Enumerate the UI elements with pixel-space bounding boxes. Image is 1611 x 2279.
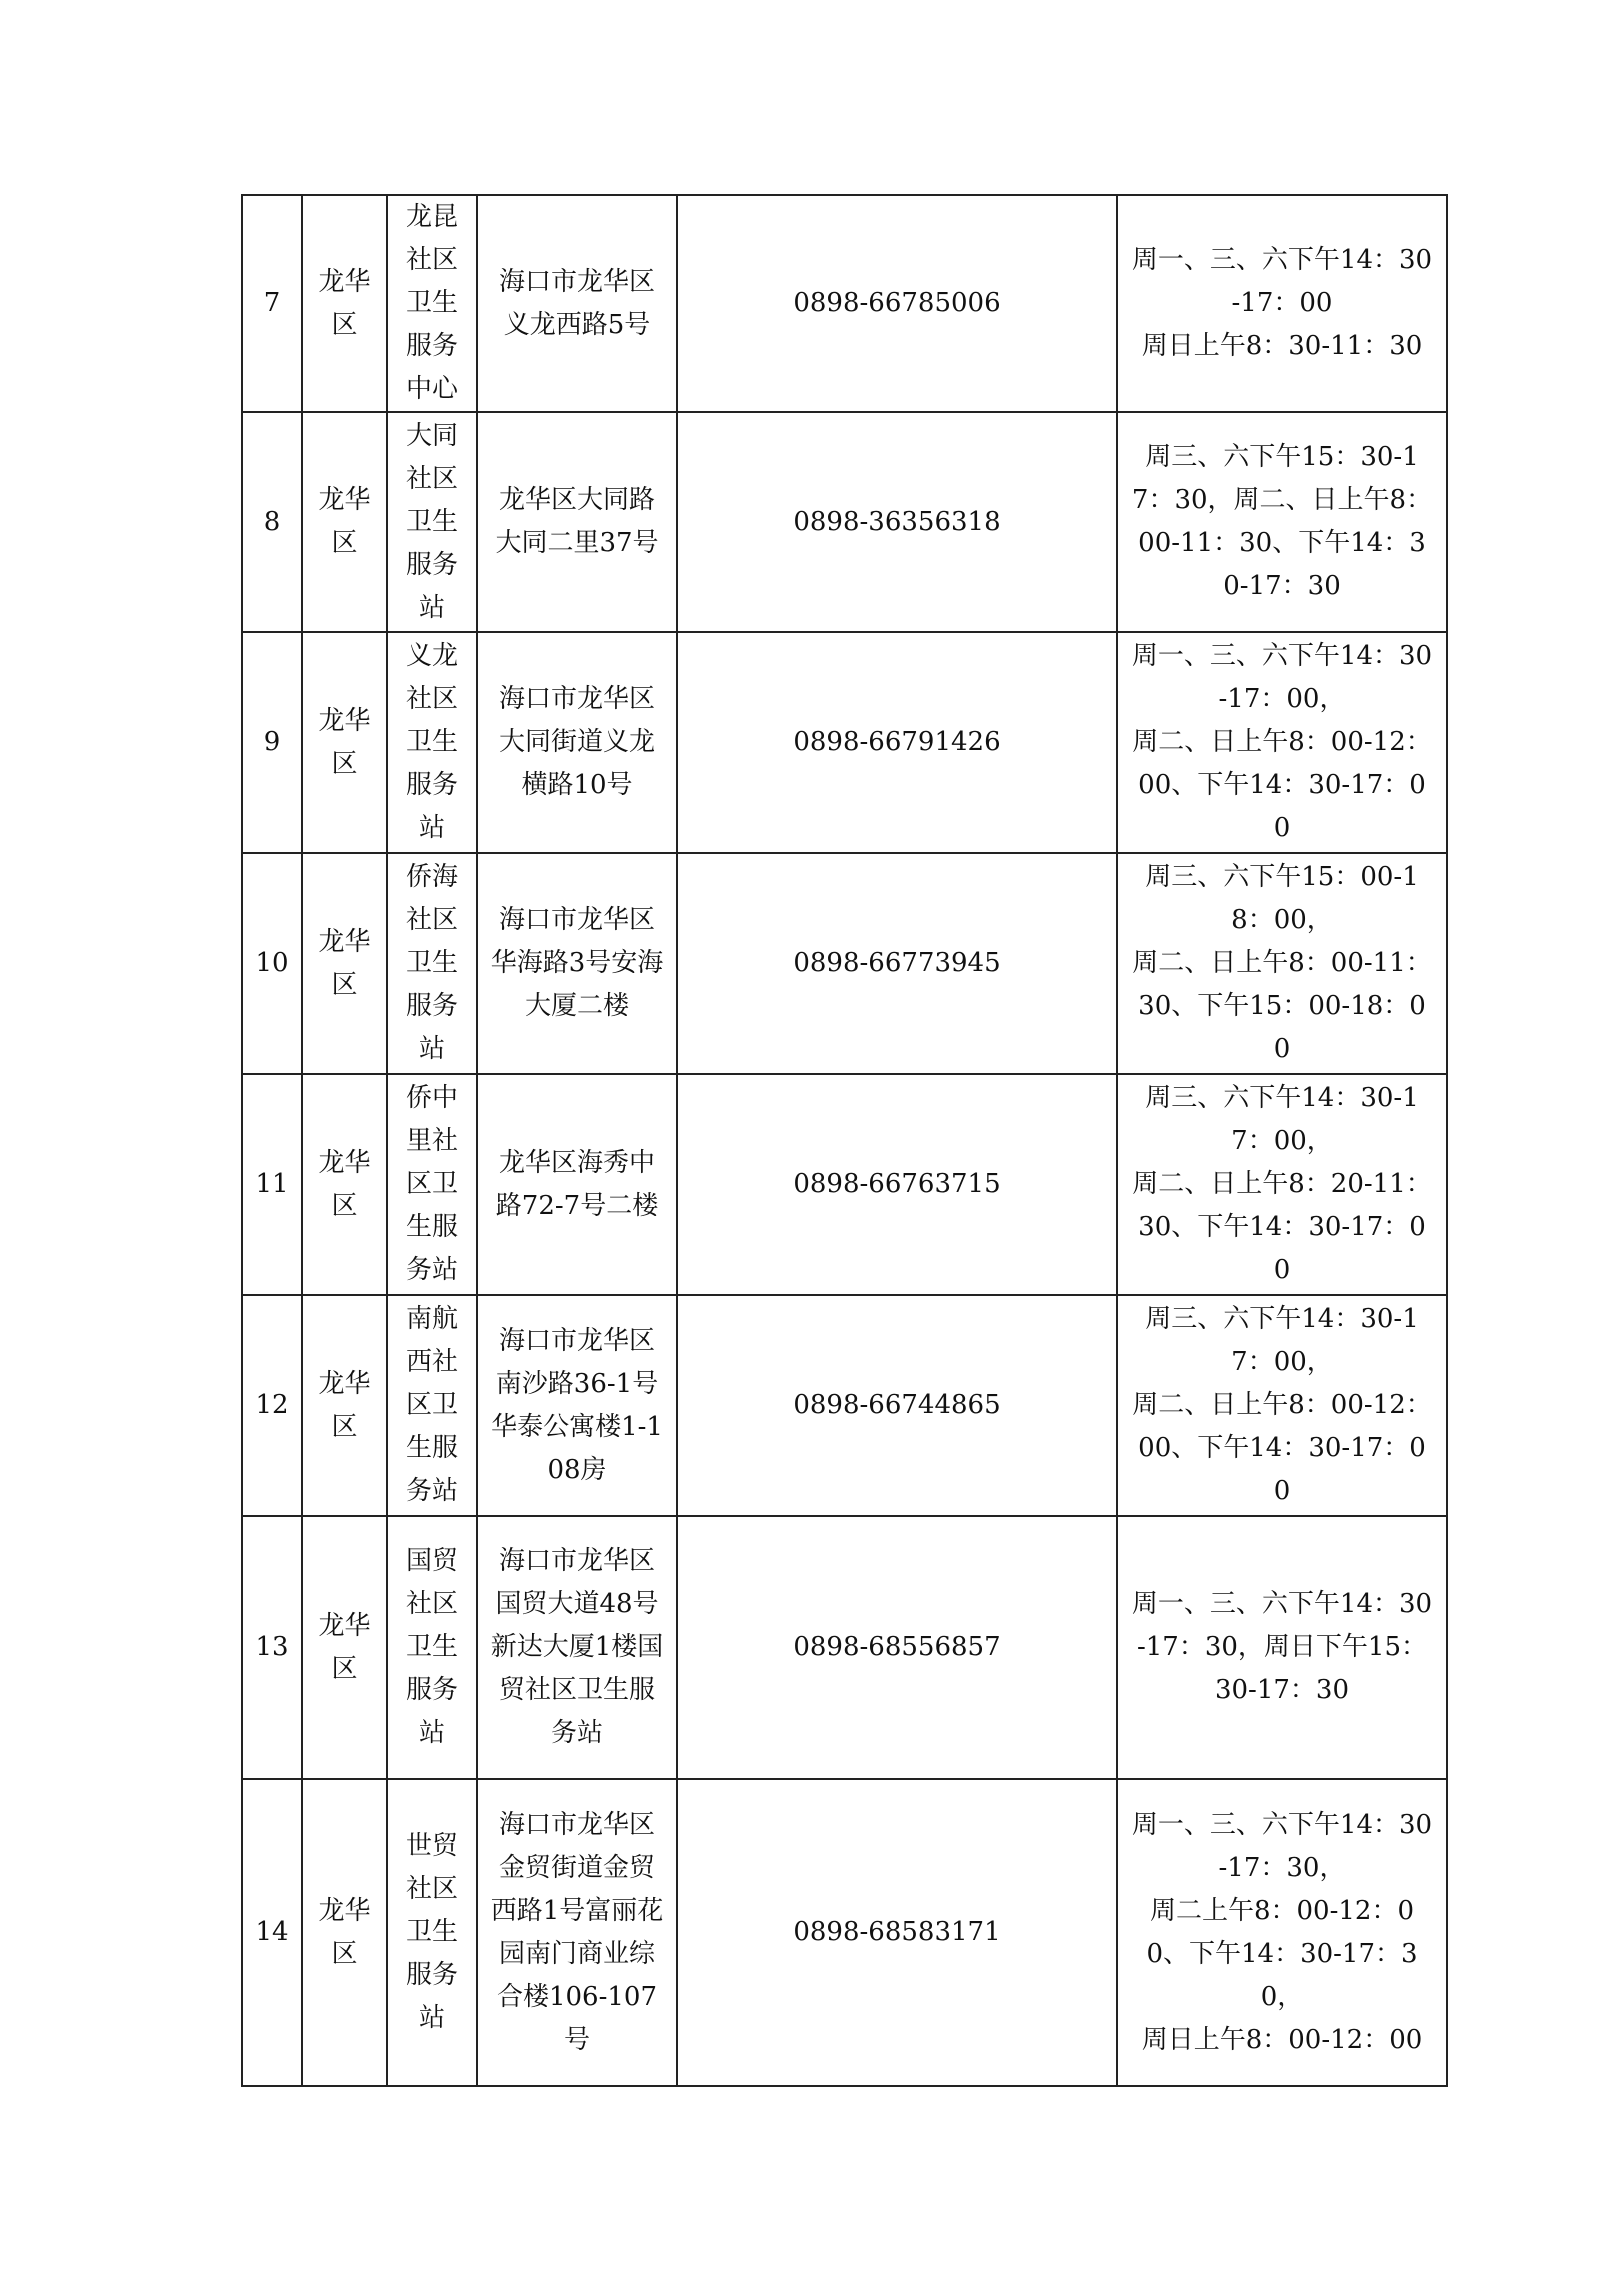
address-cell: 海口市龙华区义龙西路5号 <box>477 195 677 412</box>
address-cell: 海口市龙华区大同街道义龙横路10号 <box>477 632 677 853</box>
district-cell: 龙华区 <box>302 412 387 632</box>
row-number: 13 <box>242 1516 302 1779</box>
district-cell: 龙华区 <box>302 1779 387 2086</box>
phone-cell: 0898-66791426 <box>677 632 1117 853</box>
station-name-cell: 龙昆社区卫生服务中心 <box>387 195 477 412</box>
table-row <box>242 632 1447 853</box>
station-name-cell: 侨海社区卫生服务站 <box>387 853 477 1074</box>
row-number: 10 <box>242 853 302 1074</box>
address-cell: 海口市龙华区华海路3号安海大厦二楼 <box>477 853 677 1074</box>
address-cell: 龙华区海秀中路72-7号二楼 <box>477 1074 677 1295</box>
district-cell: 龙华区 <box>302 632 387 853</box>
district-cell: 龙华区 <box>302 195 387 412</box>
station-name-cell: 国贸社区卫生服务站 <box>387 1516 477 1779</box>
phone-cell: 0898-66773945 <box>677 853 1117 1074</box>
hours-cell: 周三、六下午14：30-17：00， 周二、日上午8：20-11：30、下午14：30-17：00 <box>1117 1074 1447 1295</box>
table-row <box>242 412 1447 632</box>
address-cell: 龙华区大同路大同二里37号 <box>477 412 677 632</box>
phone-cell: 0898-68583171 <box>677 1779 1117 2086</box>
clinic-table <box>241 194 1448 2087</box>
address-cell: 海口市龙华区南沙路36-1号华泰公寓楼1-108房 <box>477 1295 677 1516</box>
row-number: 8 <box>242 412 302 632</box>
hours-cell: 周一、三、六下午14：30-17：00 周日上午8：30-11：30 <box>1117 195 1447 412</box>
district-cell: 龙华区 <box>302 1074 387 1295</box>
hours-cell: 周三、六下午14：30-17：00， 周二、日上午8：00-12：00、下午14：30-17：00 <box>1117 1295 1447 1516</box>
address-cell: 海口市龙华区金贸街道金贸西路1号富丽花园南门商业综合楼106-107号 <box>477 1779 677 2086</box>
table-row <box>242 1516 1447 1779</box>
station-name-cell: 大同社区卫生服务站 <box>387 412 477 632</box>
station-name-cell: 世贸社区卫生服务站 <box>387 1779 477 2086</box>
hours-cell: 周三、六下午15：30-17：30，周二、日上午8：00-11：30、下午14：30-17：30 <box>1117 412 1447 632</box>
phone-cell: 0898-36356318 <box>677 412 1117 632</box>
address-cell: 海口市龙华区国贸大道48号新达大厦1楼国贸社区卫生服务站 <box>477 1516 677 1779</box>
hours-cell: 周一、三、六下午14：30-17：30，周日下午15：30-17：30 <box>1117 1516 1447 1779</box>
district-cell: 龙华区 <box>302 853 387 1074</box>
table-row <box>242 1779 1447 2086</box>
phone-cell: 0898-66744865 <box>677 1295 1117 1516</box>
row-number: 14 <box>242 1779 302 2086</box>
table-row <box>242 1074 1447 1295</box>
district-cell: 龙华区 <box>302 1295 387 1516</box>
station-name-cell: 义龙社区卫生服务站 <box>387 632 477 853</box>
row-number: 7 <box>242 195 302 412</box>
hours-cell: 周三、六下午15：00-18：00， 周二、日上午8：00-11：30、下午15：00-18：00 <box>1117 853 1447 1074</box>
phone-cell: 0898-68556857 <box>677 1516 1117 1779</box>
station-name-cell: 南航西社区卫生服务站 <box>387 1295 477 1516</box>
phone-cell: 0898-66785006 <box>677 195 1117 412</box>
row-number: 12 <box>242 1295 302 1516</box>
station-name-cell: 侨中里社区卫生服务站 <box>387 1074 477 1295</box>
table-row <box>242 853 1447 1074</box>
phone-cell: 0898-66763715 <box>677 1074 1117 1295</box>
row-number: 9 <box>242 632 302 853</box>
table-row <box>242 195 1447 412</box>
row-number: 11 <box>242 1074 302 1295</box>
hours-cell: 周一、三、六下午14：30-17：00， 周二、日上午8：00-12：00、下午14：30-17：00 <box>1117 632 1447 853</box>
table-row <box>242 1295 1447 1516</box>
district-cell: 龙华区 <box>302 1516 387 1779</box>
hours-cell: 周一、三、六下午14：30-17：30， 周二上午8：00-12：00、下午14：30-17：30， 周日上午8：00-12：00 <box>1117 1779 1447 2086</box>
